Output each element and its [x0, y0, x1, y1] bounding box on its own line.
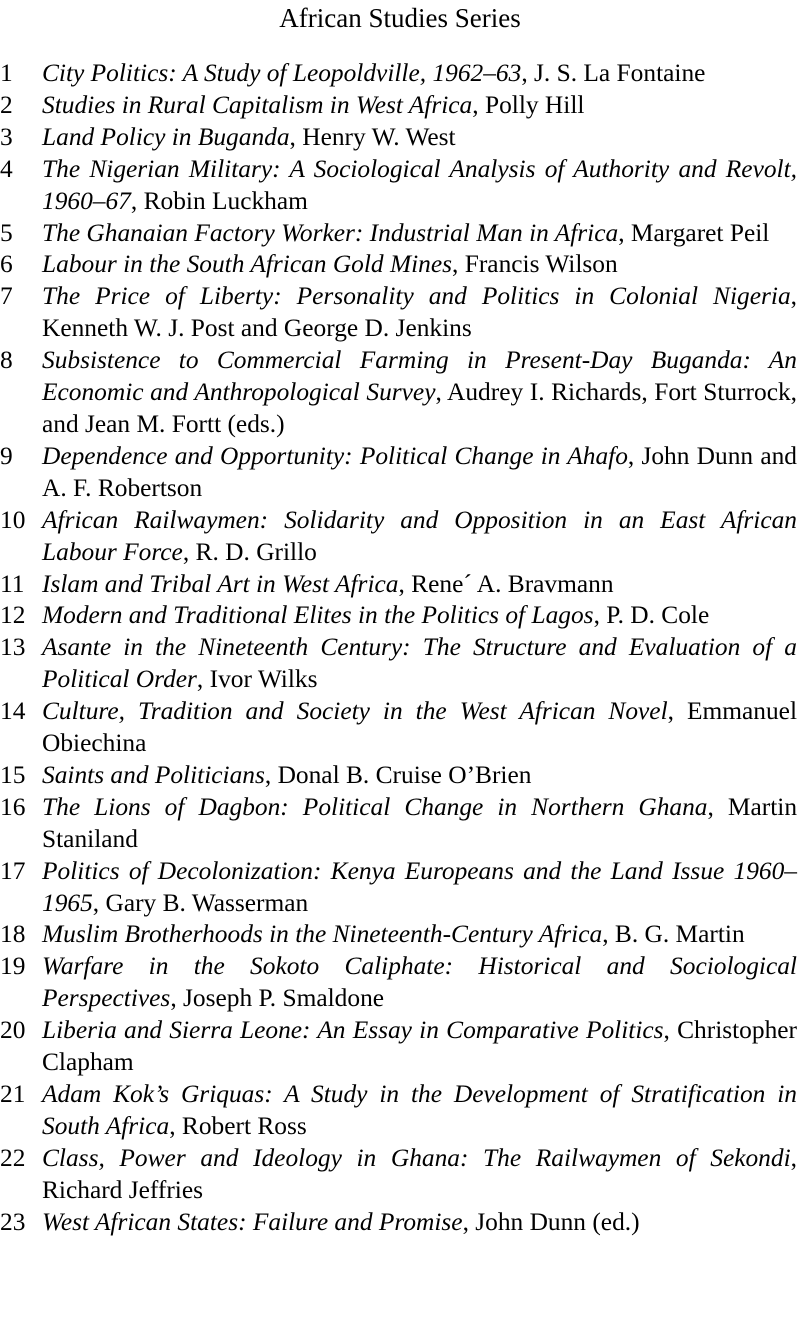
item-number: 16	[0, 792, 26, 821]
item-author: Gary B. Wasserman	[105, 888, 309, 917]
list-item: 21 Adam Kok’s Griquas: A Study in the Development of Stratification in South Africa, Robert Ross	[0, 1080, 797, 1140]
list-item: 18 Muslim Brotherhoods in the Nineteenth-Century Africa, B. G. Martin	[0, 919, 797, 951]
item-number: 12	[0, 601, 26, 630]
item-title: The Price of Liberty: Personality and Politics in Colonial Nigeria	[42, 282, 791, 311]
item-number: 21	[0, 1080, 26, 1108]
item-title: Islam and Tribal Art in West Africa	[42, 569, 399, 598]
item-title: Studies in Rural Capitalism in West Africa	[42, 90, 473, 119]
list-item: 20 Liberia and Sierra Leone: An Essay in Comparative Politics, Christopher Clapham	[0, 1016, 797, 1077]
list-item: 6 Labour in the South African Gold Mines, Francis Wilson	[0, 249, 797, 281]
item-number: 22	[0, 1143, 26, 1172]
item-number: 9	[0, 441, 13, 470]
item-author: Richard Jeffries	[42, 1175, 203, 1204]
list-item: 5 The Ghanaian Factory Worker: Industrial Man in Africa, Margaret Peil	[0, 218, 797, 250]
list-item: 23 West African States: Failure and Promise, John Dunn (ed.)	[0, 1207, 797, 1239]
list-item: 11 Islam and Tribal Art in West Africa, Rene´ A. Bravmann	[0, 569, 797, 601]
item-title: The Nigerian Military: A Sociological Analysis of Authority and Revolt, 1960–67	[42, 154, 797, 215]
list-item: 4 The Nigerian Military: A Sociological Analysis of Authority and Revolt, 1960–67, Robin Luckham	[0, 154, 797, 215]
item-number: 15	[0, 760, 26, 789]
item-number: 3	[0, 122, 13, 151]
list-item: 3 Land Policy in Buganda, Henry W. West	[0, 122, 797, 154]
item-author: Robin Luckham	[143, 186, 308, 215]
item-author: Ivor Wilks	[209, 665, 318, 694]
item-number: 8	[0, 346, 13, 375]
item-number: 11	[0, 569, 25, 598]
item-author: R. D. Grillo	[195, 537, 317, 566]
item-author: Emmanuel Obiechina	[42, 697, 797, 758]
list-item: 14 Culture, Tradition and Society in the West African Novel, Emmanuel Obiechina	[0, 697, 797, 758]
list-item: 9 Dependence and Opportunity: Political Change in Ahafo, John Dunn and A. F. Robertson	[0, 441, 797, 502]
item-number: 7	[0, 282, 13, 311]
item-author: Martin Staniland	[42, 792, 798, 853]
item-title: Muslim Brotherhoods in the Nineteenth-Century Africa	[42, 920, 603, 949]
item-author: Polly Hill	[484, 90, 585, 119]
series-list	[0, 58, 797, 1239]
item-number: 13	[0, 633, 26, 662]
item-author: P. D. Cole	[606, 601, 710, 630]
item-number: 19	[0, 952, 26, 981]
item-author: Donal B. Cruise O’Brien	[277, 760, 532, 789]
item-title: Land Policy in Buganda	[42, 122, 290, 151]
list-item: 13 Asante in the Nineteenth Century: The Structure and Evaluation of a Political Order, Ivor Wilks	[0, 633, 797, 694]
item-number: 20	[0, 1016, 26, 1045]
page-title: African Studies Series	[279, 3, 521, 33]
item-title: Asante in the Nineteenth Century: The Structure and Evaluation of a Political Order	[42, 633, 797, 694]
item-title: The Ghanaian Factory Worker: Industrial Man in Africa	[42, 218, 619, 247]
list-item: 12 Modern and Traditional Elites in the Politics of Lagos, P. D. Cole	[0, 600, 797, 632]
item-number: 6	[0, 250, 13, 279]
item-title: Labour in the South African Gold Mines	[42, 250, 453, 279]
item-author: Henry W. West	[302, 122, 456, 151]
list-item: 16 The Lions of Dagbon: Political Change in Northern Ghana, Martin Staniland	[0, 792, 798, 853]
item-author: John Dunn and A. F. Robertson	[42, 441, 797, 502]
item-title: City Politics: A Study of Leopoldville, 1962–63	[42, 59, 522, 87]
list-item: 7 The Price of Liberty: Personality and Politics in Colonial Nigeria, Kenneth W. J. Post and George D. Jenkins	[0, 282, 797, 343]
item-title: Dependence and Opportunity: Political Change in Ahafo	[42, 441, 628, 470]
item-number: 18	[0, 920, 26, 949]
item-number: 4	[0, 154, 13, 183]
item-title: Class, Power and Ideology in Ghana: The Railwaymen of Sekondi	[42, 1143, 791, 1172]
item-title: Modern and Traditional Elites in the Politics of Lagos	[42, 601, 594, 630]
item-title: Warfare in the Sokoto Caliphate: Historical and Sociological Perspectives	[42, 952, 797, 1013]
item-title: Culture, Tradition and Society in the West African Novel	[42, 697, 668, 726]
list-item: 15 Saints and Politicians, Donal B. Cruise O’Brien	[0, 760, 797, 792]
list-item: 2 Studies in Rural Capitalism in West Africa, Polly Hill	[0, 90, 797, 122]
item-title: Adam Kok’s Griquas: A Study in the Development of Stratification in South Africa	[42, 1080, 797, 1140]
item-author: John Dunn (ed.)	[475, 1207, 640, 1236]
list-item: 1 City Politics: A Study of Leopoldville, 1962–63, J. S. La Fontaine	[0, 58, 797, 90]
item-author: B. G. Martin	[614, 920, 745, 949]
item-title: The Lions of Dagbon: Political Change in Northern Ghana	[42, 792, 708, 821]
item-author: Joseph P. Smaldone	[183, 984, 385, 1013]
item-number: 23	[0, 1207, 26, 1236]
item-number: 2	[0, 90, 13, 119]
item-title: African Railwaymen: Solidarity and Opposition in an East African Labour Force	[42, 505, 797, 566]
list-item: 19 Warfare in the Sokoto Caliphate: Historical and Sociological Perspectives, Joseph P. Smaldone	[0, 952, 797, 1013]
item-author: Francis Wilson	[464, 250, 618, 279]
item-title: Saints and Politicians	[42, 760, 265, 789]
item-author: J. S. La Fontaine	[534, 59, 706, 87]
item-author: Rene´ A. Bravmann	[411, 569, 614, 598]
item-author: Christopher Clapham	[42, 1016, 797, 1077]
item-title: Politics of Decolonization: Kenya Europeans and the Land Issue 1960–1965	[42, 856, 797, 917]
item-author: Margaret Peil	[630, 218, 770, 247]
list-item: 10 African Railwaymen: Solidarity and Opposition in an East African Labour Force, R. D. Grillo	[0, 505, 797, 566]
list-item: 22 Class, Power and Ideology in Ghana: The Railwaymen of Sekondi, Richard Jeffries	[0, 1143, 797, 1204]
item-number: 14	[0, 697, 26, 726]
item-title: Liberia and Sierra Leone: An Essay in Comparative Politics	[42, 1016, 664, 1045]
item-number: 5	[0, 218, 13, 247]
item-number: 10	[0, 505, 26, 534]
item-author: Audrey I. Richards, Fort Sturrock, and Jean M. Fortt (eds.)	[42, 378, 798, 438]
item-number: 17	[0, 856, 26, 885]
item-number: 1	[0, 59, 13, 87]
item-author: Kenneth W. J. Post and George D. Jenkins	[42, 314, 472, 343]
list-item: 8 Subsistence to Commercial Farming in Present-Day Buganda: An Economic and Anthropological Survey, Audrey I. Richards, Fort Sturrock, and Jean M. Fortt (eds.)	[0, 346, 798, 438]
item-author: Robert Ross	[181, 1111, 307, 1140]
item-title: West African States: Failure and Promise	[42, 1207, 463, 1236]
item-title: Subsistence to Commercial Farming in Present-Day Buganda: An Economic and Anthropological Survey	[42, 346, 797, 407]
list-item: 17 Politics of Decolonization: Kenya Europeans and the Land Issue 1960–1965, Gary B. Wasserman	[0, 856, 797, 917]
